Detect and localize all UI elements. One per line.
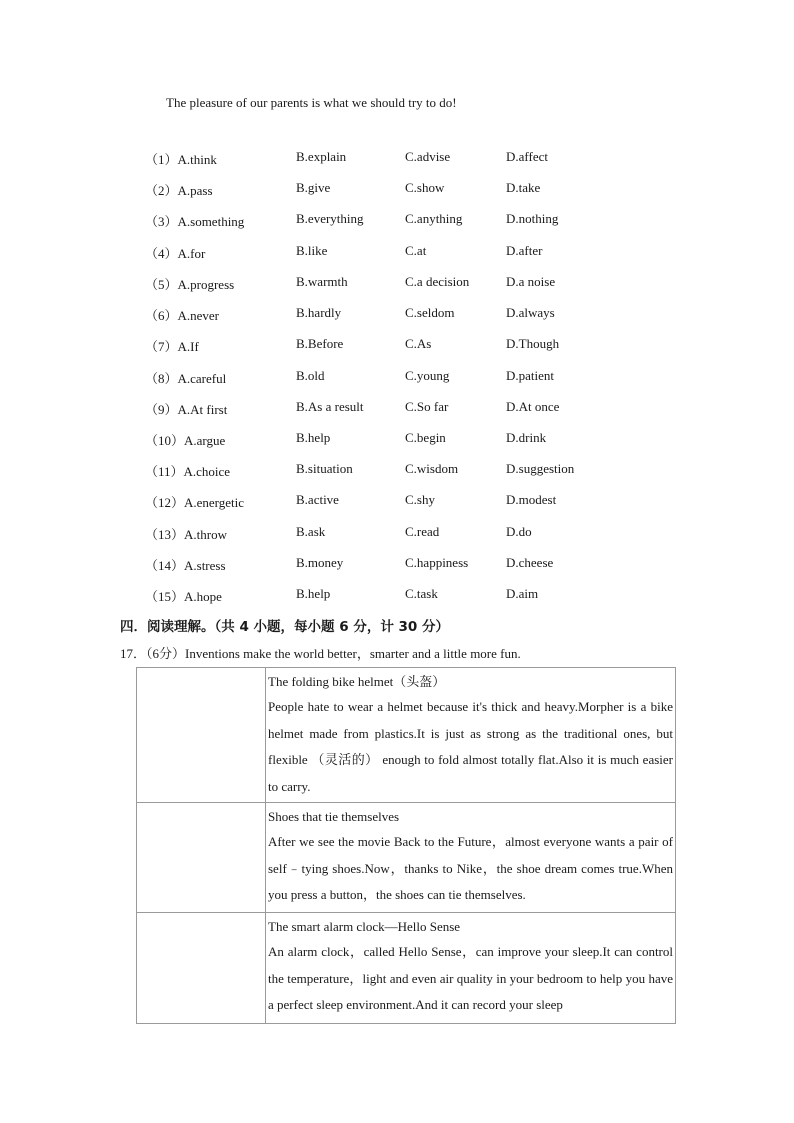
option-row [145, 149, 705, 169]
option-c: C.shy [405, 492, 435, 507]
option-b: B.Before [296, 336, 344, 351]
option-a: （4）A.for [145, 246, 206, 261]
option-d: D.drink [506, 430, 547, 445]
option-row [145, 524, 705, 544]
option-b: B.help [296, 430, 331, 445]
table-row [137, 803, 676, 913]
image-cell [137, 913, 266, 1024]
option-d: D.take [506, 180, 541, 195]
question-line: 17．（6分）Inventions make the world better，smarter and a little more fun. [120, 646, 521, 661]
option-c: C.So far [405, 399, 449, 414]
option-row [145, 305, 705, 325]
option-d: D.nothing [506, 211, 559, 226]
option-c: C.begin [405, 430, 446, 445]
option-b: B.help [296, 586, 331, 601]
option-a: （11）A.choice [145, 464, 231, 479]
option-d: D.suggestion [506, 461, 575, 476]
option-row [145, 399, 705, 419]
option-b: B.give [296, 180, 331, 195]
option-c: C.read [405, 524, 440, 539]
option-d: D.aim [506, 586, 539, 601]
text-cell [266, 668, 676, 803]
option-d: D.patient [506, 368, 555, 383]
option-a: （8）A.careful [145, 371, 227, 386]
option-b: B.explain [296, 149, 347, 164]
option-b: B.like [296, 243, 328, 258]
image-cell [137, 803, 266, 913]
passage-closing-line: The pleasure of our parents is what we should try to do! [166, 95, 457, 110]
option-a: （14）A.stress [145, 558, 226, 573]
invention-title: Shoes that tie themselves [268, 809, 400, 824]
option-row [145, 274, 705, 294]
option-row [145, 368, 705, 388]
invention-title: The smart alarm clock—Hello Sense [268, 919, 461, 934]
section-heading: 四．阅读理解。（共 4 小题，每小题 6 分，计 30 分） [120, 619, 450, 635]
option-d: D.modest [506, 492, 557, 507]
text-cell [266, 803, 676, 913]
invention-title: The folding bike helmet（头盔） [268, 674, 446, 689]
option-d: D.Though [506, 336, 560, 351]
option-c: C.anything [405, 211, 463, 226]
option-b: B.old [296, 368, 325, 383]
option-a: （3）A.something [145, 214, 245, 229]
option-row [145, 492, 705, 512]
option-c: C.task [405, 586, 438, 601]
option-c: C.young [405, 368, 450, 383]
invention-body: People hate to wear a helmet because it's thick and heavy.Morpher is a bike helmet made from plastics.It is just as strong as the traditional ones, but flexible （灵活的） enough to fold almost totally flat.Also it is much easier to carry. [268, 699, 673, 794]
inventions-table [136, 667, 676, 1024]
option-d: D.affect [506, 149, 548, 164]
option-row [145, 336, 705, 356]
option-row [145, 461, 705, 481]
option-d: D.do [506, 524, 532, 539]
option-d: D.cheese [506, 555, 554, 570]
text-cell [266, 913, 676, 1024]
option-c: C.advise [405, 149, 451, 164]
option-d: D.always [506, 305, 555, 320]
option-b: B.ask [296, 524, 326, 539]
option-row [145, 555, 705, 575]
option-b: B.situation [296, 461, 353, 476]
option-c: C.happiness [405, 555, 469, 570]
option-row [145, 180, 705, 200]
option-a: （10）A.argue [145, 433, 226, 448]
option-c: C.seldom [405, 305, 455, 320]
option-a: （12）A.energetic [145, 495, 245, 510]
option-c: C.show [405, 180, 445, 195]
option-a: （13）A.throw [145, 527, 227, 542]
option-a: （15）A.hope [145, 589, 222, 604]
option-a: （1）A.think [145, 152, 217, 167]
image-cell [137, 668, 266, 803]
option-c: C.wisdom [405, 461, 459, 476]
option-row [145, 211, 705, 231]
option-a: （7）A.If [145, 339, 199, 354]
option-b: B.money [296, 555, 344, 570]
table-row [137, 913, 676, 1024]
option-row [145, 430, 705, 450]
option-c: C.at [405, 243, 427, 258]
table-row [137, 668, 676, 803]
option-b: B.active [296, 492, 339, 507]
option-a: （2）A.pass [145, 183, 213, 198]
option-d: D.At once [506, 399, 560, 414]
option-row [145, 243, 705, 263]
option-b: B.As a result [296, 399, 364, 414]
invention-body: After we see the movie Back to the Future，almost everyone wants a pair of self﹣tying shoes.Now，thanks to Nike，the shoe dream comes true.When you press a button，the shoes can tie themselves. [268, 834, 673, 902]
text-clip [268, 915, 673, 1021]
option-d: D.after [506, 243, 543, 258]
option-b: B.everything [296, 211, 364, 226]
option-row [145, 586, 705, 606]
option-a: （6）A.never [145, 308, 220, 323]
option-d: D.a noise [506, 274, 556, 289]
option-a: （5）A.progress [145, 277, 235, 292]
option-b: B.hardly [296, 305, 342, 320]
invention-body: An alarm clock，called Hello Sense，can improve your sleep.It can control the temperature，light and even air quality in your bedroom to help you have a perfect sleep environment.And it can record your sleep [268, 944, 673, 1012]
option-b: B.warmth [296, 274, 348, 289]
option-c: C.As [405, 336, 432, 351]
option-a: （9）A.At first [145, 402, 228, 417]
option-c: C.a decision [405, 274, 470, 289]
